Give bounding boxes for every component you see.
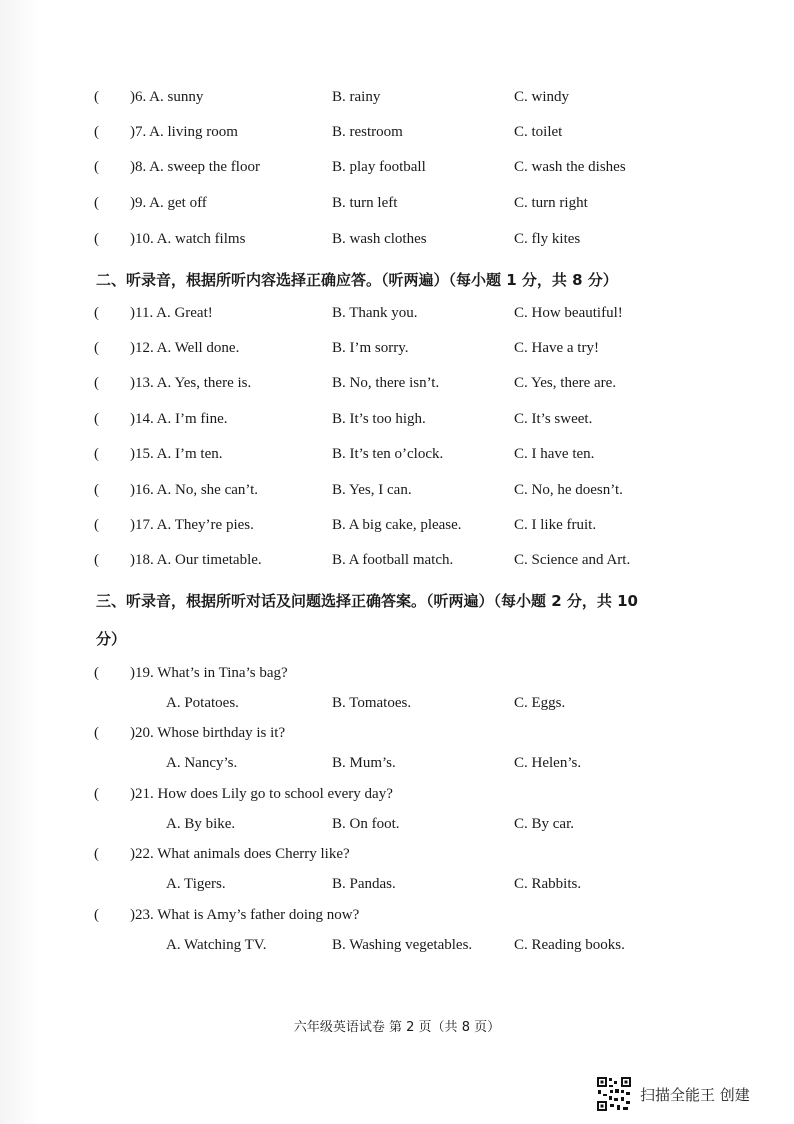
question-row [0,722,794,744]
question-text: )22. What animals does Cherry like? [130,846,350,862]
answer-blank[interactable]: ( [94,231,99,247]
question-text: )21. How does Lily go to school every day? [130,786,393,802]
option-a: A. By bike. [166,816,236,832]
option-c: C. wash the dishes [514,159,626,175]
option-b: B. play football [332,159,426,175]
answer-blank[interactable]: ( [94,786,99,802]
answer-blank[interactable]: ( [94,375,99,391]
answer-blank[interactable]: ( [94,665,99,681]
question-row [0,783,794,805]
option-a: )11. A. Great! [130,305,213,321]
option-b: B. I’m sorry. [332,340,409,356]
question-row [0,514,794,536]
option-c: C. Rabbits. [514,876,582,892]
question-row [0,228,794,250]
option-a: A. Nancy’s. [166,755,238,771]
option-a: )15. A. I’m ten. [130,446,223,462]
option-c: C. I have ten. [514,446,595,462]
answer-blank[interactable]: ( [94,124,99,140]
question-row [0,121,794,143]
option-a: )10. A. watch films [130,231,246,247]
question-row [0,156,794,178]
option-c: C. turn right [514,195,588,211]
option-a: A. Potatoes. [166,695,239,711]
option-c: C. Have a try! [514,340,599,356]
option-b: B. A football match. [332,552,454,568]
option-c: C. Science and Art. [514,552,631,568]
option-b: B. It’s too high. [332,411,426,427]
option-a: )9. A. get off [130,195,207,211]
options-row [0,873,794,895]
option-b: B. Mum’s. [332,755,396,771]
option-c: C. Helen’s. [514,755,582,771]
option-b: B. Yes, I can. [332,482,412,498]
answer-blank[interactable]: ( [94,846,99,862]
scanner-watermark [596,1076,786,1112]
page-footer: 六年级英语试卷 第 2 页（共 8 页） [293,1020,501,1035]
option-b: B. It’s ten o’clock. [332,446,444,462]
question-row [0,479,794,501]
option-c: C. How beautiful! [514,305,623,321]
option-b: B. A big cake, please. [332,517,462,533]
answer-blank[interactable]: ( [94,340,99,356]
option-c: C. No, he doesn’t. [514,482,623,498]
option-b: B. wash clothes [332,231,427,247]
question-row [0,302,794,324]
question-text: )19. What’s in Tina’s bag? [130,665,288,681]
question-row [0,662,794,684]
option-c: C. fly kites [514,231,581,247]
question-row [0,86,794,108]
question-text: )20. Whose birthday is it? [130,725,286,741]
option-c: C. It’s sweet. [514,411,593,427]
question-row [0,192,794,214]
section-heading-continued: 分） [96,630,127,648]
option-c: C. Reading books. [514,937,625,953]
question-row [0,337,794,359]
option-b: B. turn left [332,195,398,211]
qr-code-icon [596,1076,632,1112]
question-row [0,443,794,465]
answer-blank[interactable]: ( [94,305,99,321]
option-a: )18. A. Our timetable. [130,552,262,568]
option-c: C. toilet [514,124,563,140]
question-row [0,408,794,430]
option-b: B. Thank you. [332,305,418,321]
answer-blank[interactable]: ( [94,907,99,923]
question-text: )23. What is Amy’s father doing now? [130,907,360,923]
answer-blank[interactable]: ( [94,446,99,462]
options-row [0,934,794,956]
question-row [0,904,794,926]
answer-blank[interactable]: ( [94,411,99,427]
question-row [0,549,794,571]
option-a: A. Watching TV. [166,937,267,953]
option-b: B. No, there isn’t. [332,375,440,391]
option-a: )16. A. No, she can’t. [130,482,259,498]
option-b: B. Washing vegetables. [332,937,473,953]
option-c: C. windy [514,89,570,105]
answer-blank[interactable]: ( [94,552,99,568]
watermark-text: 扫描全能王 创建 [640,1086,750,1104]
answer-blank[interactable]: ( [94,89,99,105]
answer-blank[interactable]: ( [94,517,99,533]
answer-blank[interactable]: ( [94,195,99,211]
option-c: C. Yes, there are. [514,375,617,391]
option-a: )12. A. Well done. [130,340,240,356]
option-b: B. restroom [332,124,403,140]
question-row [0,372,794,394]
option-a: )7. A. living room [130,124,238,140]
option-a: )8. A. sweep the floor [130,159,260,175]
answer-blank[interactable]: ( [94,725,99,741]
answer-blank[interactable]: ( [94,159,99,175]
option-c: C. By car. [514,816,574,832]
option-a: )14. A. I’m fine. [130,411,228,427]
section-heading: 二、听录音，根据所听内容选择正确应答。（听两遍）（每小题 1 分，共 8 分） [96,271,618,289]
answer-blank[interactable]: ( [94,482,99,498]
option-a: A. Tigers. [166,876,226,892]
option-c: C. Eggs. [514,695,566,711]
option-a: )13. A. Yes, there is. [130,375,252,391]
option-a: )17. A. They’re pies. [130,517,254,533]
options-row [0,692,794,714]
option-b: B. rainy [332,89,381,105]
option-c: C. I like fruit. [514,517,597,533]
section-heading: 三、听录音，根据所听对话及问题选择正确答案。（听两遍）（每小题 2 分，共 10 [96,592,638,610]
question-row [0,843,794,865]
options-row [0,813,794,835]
option-b: B. Tomatoes. [332,695,412,711]
options-row [0,752,794,774]
option-a: )6. A. sunny [130,89,204,105]
option-b: B. Pandas. [332,876,396,892]
option-b: B. On foot. [332,816,400,832]
